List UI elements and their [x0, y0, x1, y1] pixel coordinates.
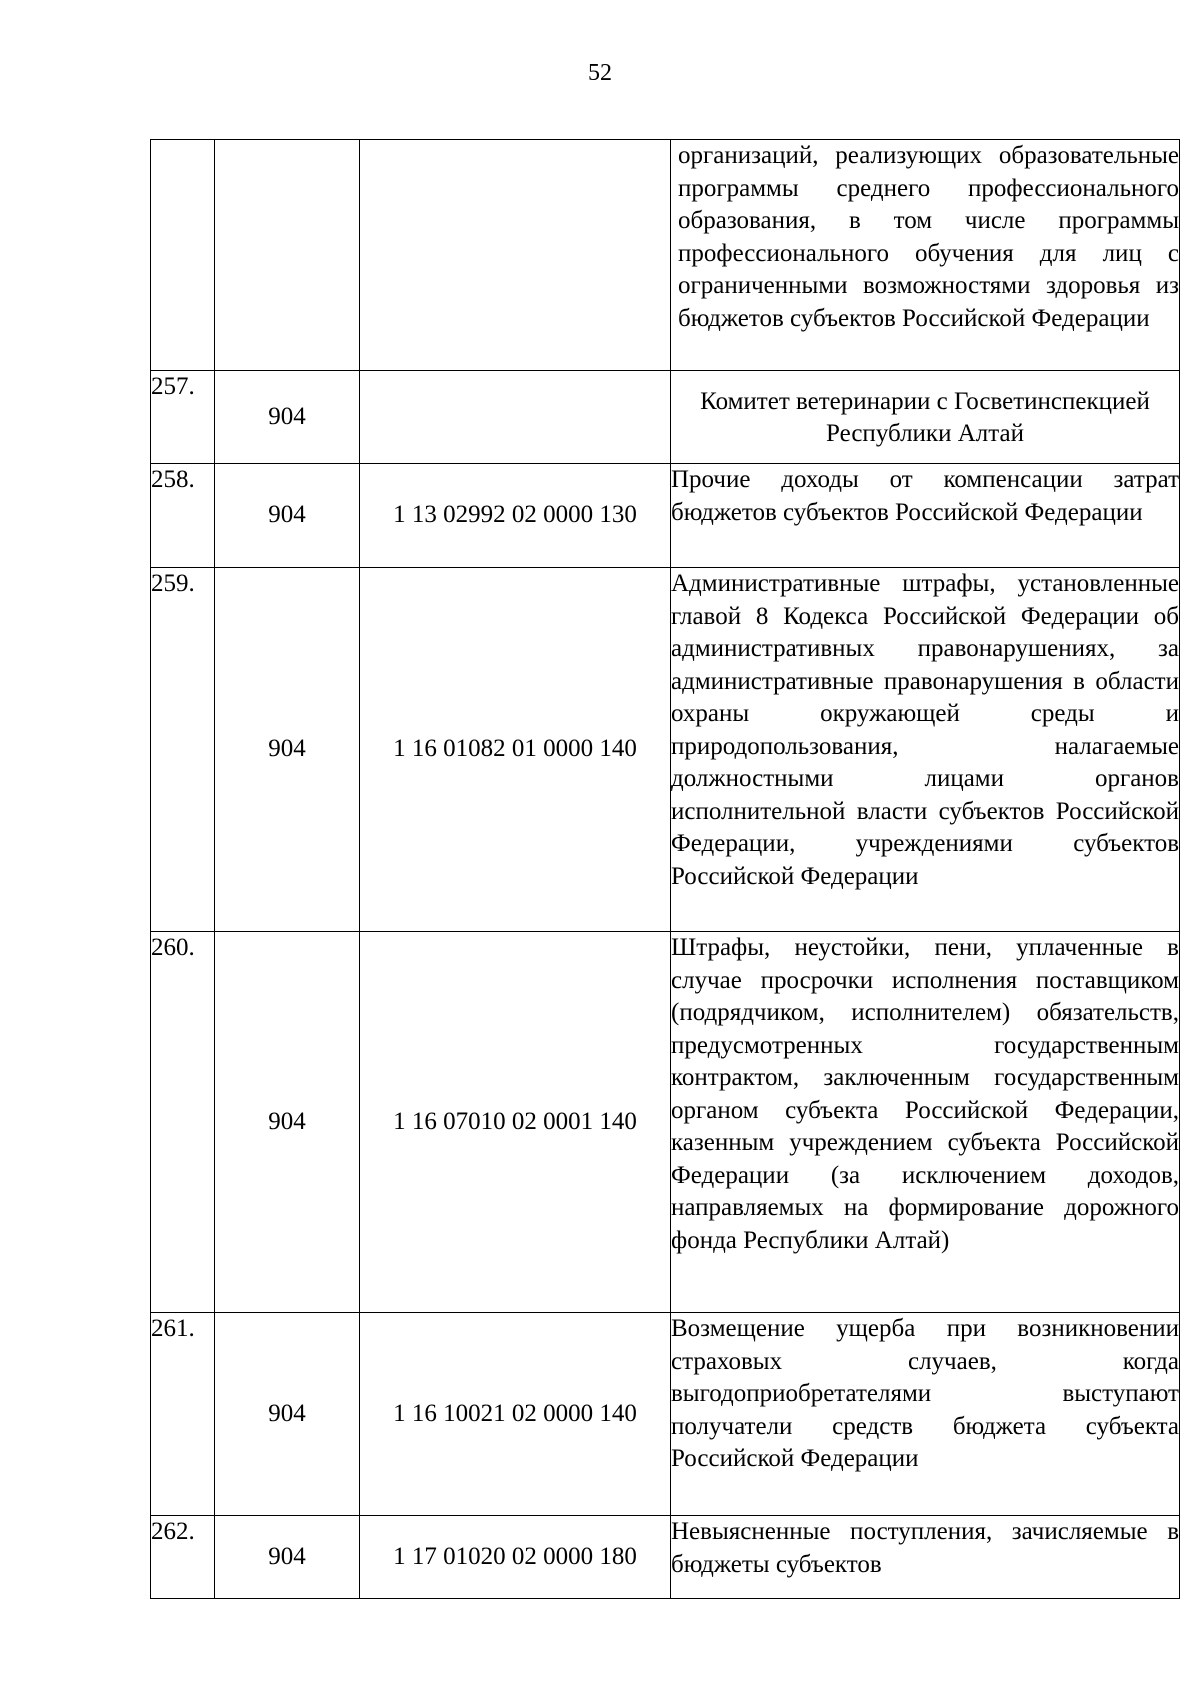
administrator-code-cell: 904 [215, 371, 360, 464]
table-row-261 [151, 1313, 1180, 1516]
administrator-code-cell: 904 [215, 932, 360, 1313]
table-row-259 [151, 568, 1180, 932]
administrator-code-cell: 904 [215, 1313, 360, 1516]
revenue-name-cell: Возмещение ущерба при возникновении страховых случаев, когда выгодоприобретателями выступают получатели средств бюджета субъекта Российской Федерации [671, 1313, 1180, 1516]
table-row-260 [151, 932, 1180, 1313]
revenue-code-cell: 1 13 02992 02 0000 130 [360, 464, 671, 568]
revenue-name-cell: Прочие доходы от компенсации затрат бюджетов субъектов Российской Федерации [671, 464, 1180, 568]
row-number-cell [151, 140, 215, 371]
revenue-name-cell: организаций, реализующих образовательные программы среднего профессионального образования, в том числе программы профессионального обучения для лиц с ограниченными возможностями здоровья из бюджетов субъектов Российской Федерации [671, 140, 1180, 371]
revenue-code-cell [360, 371, 671, 464]
administrator-code-cell: 904 [215, 1516, 360, 1599]
row-number-cell: 261. [151, 1313, 215, 1516]
revenue-code-cell: 1 16 01082 01 0000 140 [360, 568, 671, 932]
administrator-code-cell [215, 140, 360, 371]
revenue-codes-table [150, 139, 1180, 1599]
row-number-cell: 262. [151, 1516, 215, 1599]
revenue-code-cell: 1 16 07010 02 0001 140 [360, 932, 671, 1313]
table-row-262 [151, 1516, 1180, 1599]
revenue-code-cell: 1 17 01020 02 0000 180 [360, 1516, 671, 1599]
table-row-continuation [151, 140, 1180, 371]
row-number-cell: 260. [151, 932, 215, 1313]
administrator-code-cell: 904 [215, 568, 360, 932]
administrator-code-cell: 904 [215, 464, 360, 568]
page-number: 52 [588, 60, 612, 86]
revenue-name-cell: Штрафы, неустойки, пени, уплаченные в случае просрочки исполнения поставщиком (подрядчиком, исполнителем) обязательств, предусмотренных государственным контрактом, заключенным государственным органом субъекта Российской Федерации, казенным учреждением субъекта Российской Федерации (за исключением доходов, направляемых на формирование дорожного фонда Республики Алтай) [671, 932, 1180, 1313]
table-row-257 [151, 371, 1180, 464]
row-number-cell: 259. [151, 568, 215, 932]
revenue-code-cell [360, 140, 671, 371]
revenue-name-cell: Невыясненные поступления, зачисляемые в бюджеты субъектов [671, 1516, 1180, 1599]
administrator-name-heading: Комитет ветеринарии с Госветинспекцией Республики Алтай [671, 371, 1180, 464]
revenue-code-cell: 1 16 10021 02 0000 140 [360, 1313, 671, 1516]
table-row-258 [151, 464, 1180, 568]
row-number-cell: 257. [151, 371, 215, 464]
revenue-name-cell: Административные штрафы, установленные главой 8 Кодекса Российской Федерации об административных правонарушениях, за административные правонарушения в области охраны окружающей среды и природопользования, налагаемые должностными лицами органов исполнительной власти субъектов Российской Федерации, учреждениями субъектов Российской Федерации [671, 568, 1180, 932]
row-number-cell: 258. [151, 464, 215, 568]
